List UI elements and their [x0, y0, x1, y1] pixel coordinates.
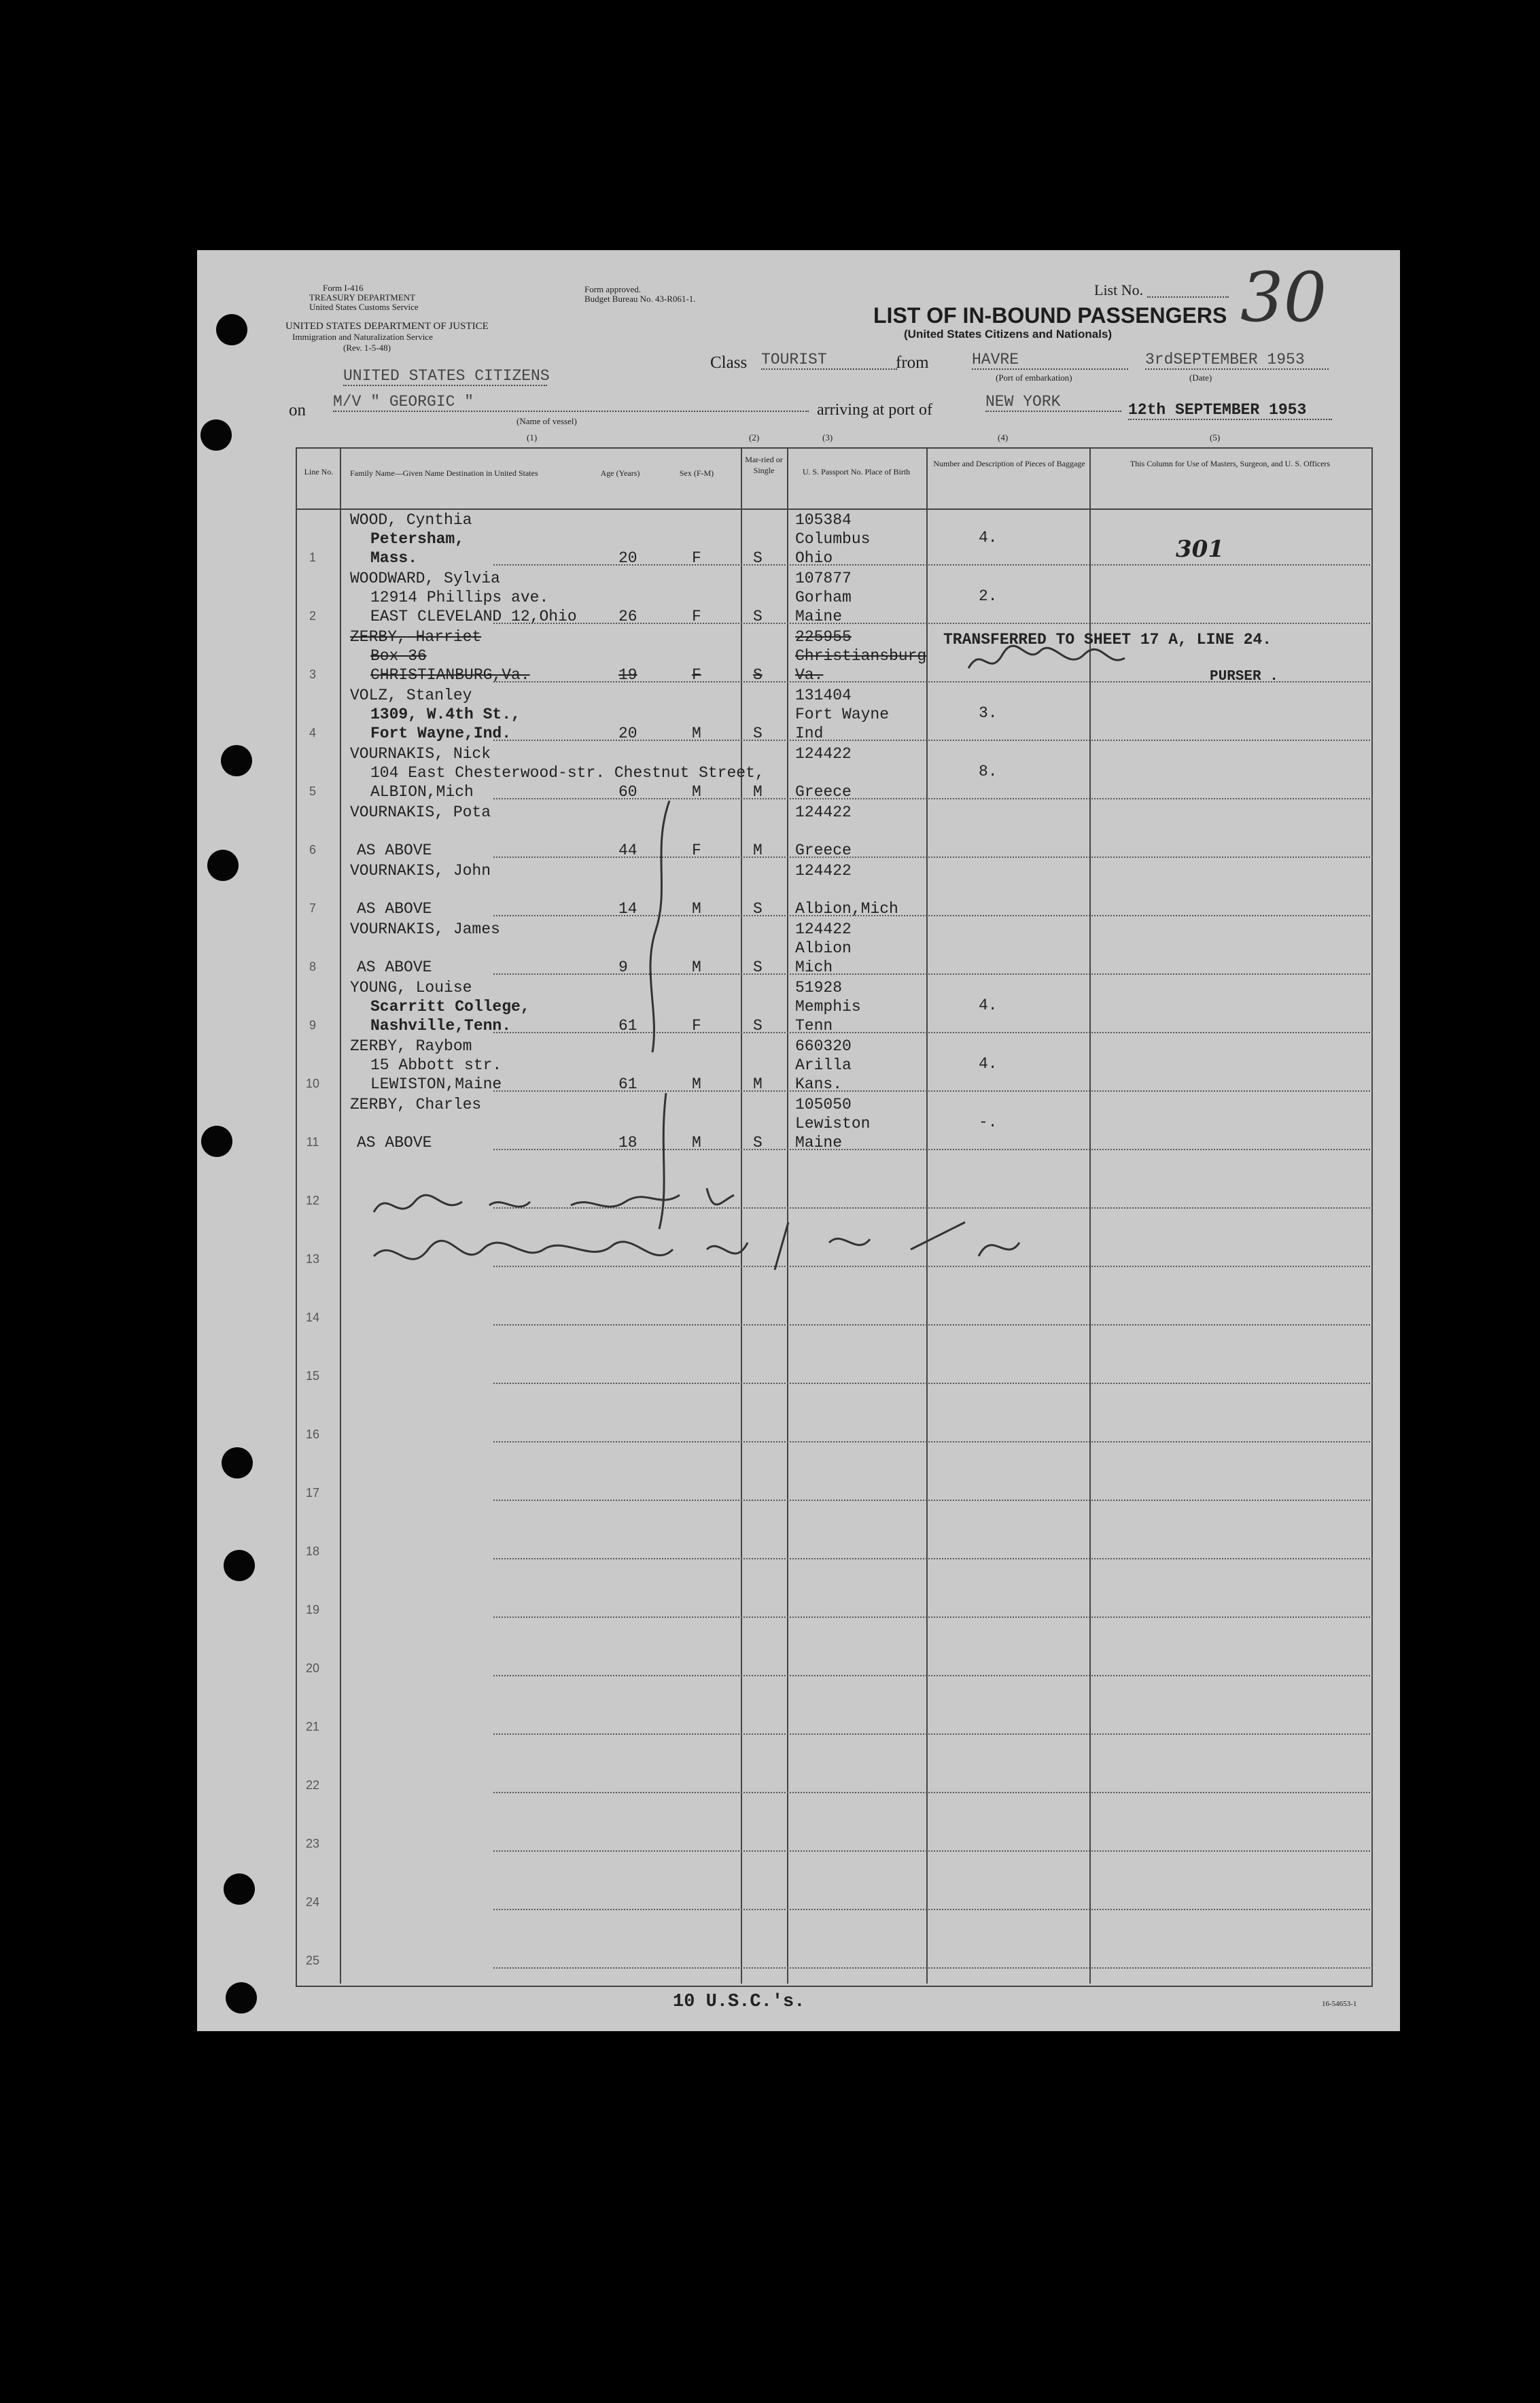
header-age: Age (Years) — [600, 468, 640, 478]
row-rule — [493, 1324, 1373, 1326]
entry-name: WOODWARD, Sylvia — [350, 570, 500, 587]
entry-addr2: Mass. — [370, 549, 418, 567]
line-number: 19 — [305, 1603, 320, 1617]
entry-sex: M — [692, 1075, 701, 1093]
line-number: 12 — [305, 1194, 320, 1207]
line-number: 3 — [309, 668, 316, 681]
binder-hole — [207, 850, 239, 881]
entry-name: ZERBY, Charles — [350, 1096, 482, 1113]
binder-hole — [224, 1550, 255, 1581]
entry-age: 18 — [618, 1134, 637, 1152]
entry-birth1: Gorham — [795, 589, 852, 606]
entry-age: 14 — [618, 900, 637, 918]
entry-age: 20 — [618, 549, 637, 567]
form-number: Form I-416 — [323, 283, 364, 293]
entry-age: 9 — [618, 958, 628, 976]
from-value: HAVRE — [972, 351, 1128, 370]
citizens-label: UNITED STATES CITIZENS — [343, 367, 550, 385]
departure-date: 3rdSEPTEMBER 1953 — [1145, 351, 1329, 370]
entry-bag: 3. — [979, 704, 998, 722]
purser-signature — [965, 638, 1128, 678]
entry-birth1: Fort Wayne — [795, 706, 890, 723]
line-number: 5 — [309, 784, 316, 798]
entry-sex: F — [692, 549, 701, 567]
entry-sex: M — [692, 900, 701, 918]
line-number: 6 — [309, 843, 316, 857]
entry-birth2: Maine — [795, 1134, 843, 1152]
entry-bag: 4. — [979, 997, 998, 1014]
form-approved: Form approved. — [584, 284, 642, 294]
binder-hole — [216, 314, 247, 345]
entry-ms: S — [753, 958, 763, 976]
entry-sex: F — [692, 608, 701, 625]
entry-birth2: Kans. — [795, 1075, 843, 1093]
entry-birth1: Christiansburg — [795, 647, 927, 665]
line-number: 17 — [305, 1486, 320, 1500]
entry-name: VOURNAKIS, James — [350, 920, 500, 938]
entry-ms: S — [753, 1134, 763, 1152]
entry-addr2: EAST CLEVELAND 12,Ohio — [370, 608, 577, 625]
entry-addr2: LEWISTON,Maine — [370, 1075, 502, 1093]
entry-ms: M — [753, 1075, 763, 1093]
entry-birth1: Memphis — [795, 998, 861, 1016]
entry-passport: 124422 — [795, 803, 852, 821]
entry-age: 60 — [618, 783, 637, 801]
entry-birth2: Ohio — [795, 549, 833, 567]
line-number: 9 — [309, 1018, 316, 1032]
entry-sex: M — [692, 783, 701, 801]
line-number: 13 — [305, 1252, 320, 1266]
entry-name: ZERBY, Harriet — [350, 628, 482, 646]
entry-ms: S — [753, 1017, 763, 1035]
col-number-5: (5) — [1210, 432, 1221, 443]
revision-label: (Rev. 1-5-48) — [343, 343, 391, 353]
entry-addr1: 1309, W.4th St., — [370, 706, 521, 723]
entry-ms: M — [753, 842, 763, 859]
entry-addr2: ALBION,Mich — [370, 783, 474, 801]
entry-passport: 225955 — [795, 628, 852, 646]
entry-ms: M — [753, 783, 763, 801]
transferred-note: TRANSFERRED TO SHEET 17 A, LINE 24. — [943, 631, 1272, 649]
entry-passport: 124422 — [795, 745, 852, 763]
entry-passport: 131404 — [795, 687, 852, 704]
list-number-handwritten: 30 — [1240, 258, 1327, 337]
entry-addr1: 104 East Chesterwood-str. Chestnut Street, — [370, 764, 765, 782]
entry-sex: F — [692, 842, 701, 859]
line-number: 15 — [305, 1369, 320, 1383]
arrival-port: NEW YORK — [985, 393, 1121, 412]
row-rule — [493, 1617, 1373, 1618]
arrival-date: 12th SEPTEMBER 1953 — [1128, 401, 1332, 420]
entry-addr2: AS ABOVE — [357, 958, 432, 976]
entry-age: 19 — [618, 666, 637, 684]
entry-sex: M — [692, 958, 701, 976]
row-rule — [493, 1733, 1373, 1735]
line-number: 8 — [309, 960, 316, 973]
line-number: 16 — [305, 1428, 320, 1441]
entry-sex: F — [692, 1017, 701, 1035]
entry-age: 26 — [618, 608, 637, 625]
line-number: 2 — [309, 609, 316, 623]
entry-birth2: Maine — [795, 608, 843, 625]
ins-label: Immigration and Naturalization Service — [292, 332, 433, 342]
row-rule — [493, 1383, 1373, 1384]
entry-birth2: Greece — [795, 842, 852, 859]
entry-bag: 8. — [979, 763, 998, 780]
manifest-title: LIST OF IN-BOUND PASSENGERS — [873, 303, 1227, 328]
treasury-label: TREASURY DEPARTMENT — [309, 292, 416, 302]
entry-ms: S — [753, 725, 763, 742]
manifest-sheet — [197, 250, 1400, 2031]
entry-birth2: Tenn — [795, 1017, 833, 1035]
entry-bag: 4. — [979, 529, 998, 547]
ditto-bracket — [639, 794, 680, 1236]
line-number: 25 — [305, 1954, 320, 1967]
entry-passport: 51928 — [795, 979, 843, 997]
entry-name: YOUNG, Louise — [350, 979, 472, 997]
entry-birth1: Lewiston — [795, 1115, 871, 1133]
header-passport: U. S. Passport No. Place of Birth — [802, 467, 911, 477]
entry-age: 20 — [618, 725, 637, 742]
entry-age: 61 — [618, 1017, 637, 1035]
line-number: 4 — [309, 726, 316, 740]
entry-addr2: AS ABOVE — [357, 900, 432, 918]
line-number: 1 — [309, 551, 316, 564]
entry-name: VOURNAKIS, Pota — [350, 803, 491, 821]
justice-label: UNITED STATES DEPARTMENT OF JUSTICE — [285, 321, 489, 332]
date-caption: (Date) — [1189, 373, 1212, 383]
header-officers: This Column for Use of Masters, Surgeon, and U. S. Officers — [1130, 459, 1331, 468]
entry-bag: 4. — [979, 1055, 998, 1073]
handwritten-note — [367, 1175, 1149, 1290]
entry-addr1: 12914 Phillips ave. — [370, 589, 549, 606]
vessel-name: M/V " GEORGIC " — [333, 393, 809, 412]
entry-passport: 124422 — [795, 920, 852, 938]
row-rule — [493, 1558, 1373, 1559]
budget-bureau: Budget Bureau No. 43-R061-1. — [584, 294, 696, 304]
list-no-label: List No. — [1094, 281, 1144, 298]
entry-birth2: Albion,Mich — [795, 900, 898, 918]
binder-hole — [201, 1126, 232, 1157]
entry-ms: S — [753, 666, 763, 684]
entry-name: VOURNAKIS, Nick — [350, 745, 491, 763]
row-rule — [493, 1675, 1373, 1676]
entry-addr2: AS ABOVE — [357, 1134, 432, 1152]
entry-bag: 2. — [979, 587, 998, 605]
header-married: Mar-ried or Single — [745, 455, 783, 475]
line-number: 22 — [305, 1778, 320, 1792]
line-number: 24 — [305, 1895, 320, 1909]
entry-addr1: Petersham, — [370, 530, 465, 548]
class-value: TOURIST — [761, 351, 897, 370]
line-number: 7 — [309, 901, 316, 915]
row-rule — [493, 1500, 1373, 1501]
binder-hole — [221, 745, 252, 776]
entry-sex: M — [692, 725, 701, 742]
entry-addr2: Nashville,Tenn. — [370, 1017, 512, 1035]
entry-ms: S — [753, 549, 763, 567]
list-no-underline — [1147, 295, 1229, 298]
header-name: Family Name—Given Name Destination in United States — [350, 468, 538, 478]
arriving-label: arriving at port of — [817, 401, 932, 419]
entry-name: VOLZ, Stanley — [350, 687, 472, 704]
row-rule — [493, 1441, 1373, 1442]
col-number-4: (4) — [998, 432, 1009, 443]
entry-addr2: Fort Wayne,Ind. — [370, 725, 512, 742]
entry-birth2: Ind — [795, 725, 824, 742]
entry-ms: S — [753, 900, 763, 918]
entry-passport: 105050 — [795, 1096, 852, 1113]
officer-number: 301 — [1176, 536, 1224, 563]
from-label: from — [896, 353, 929, 372]
col-divider-line — [340, 447, 341, 1984]
entry-birth2: Mich — [795, 958, 833, 976]
entry-birth2: Va. — [795, 666, 824, 684]
customs-label: United States Customs Service — [309, 302, 419, 312]
header-rule — [296, 508, 1373, 510]
port-embark-caption: (Port of embarkation) — [996, 373, 1072, 383]
col-number-1: (1) — [527, 432, 538, 443]
entry-birth1: Arilla — [795, 1056, 852, 1074]
line-number: 21 — [305, 1720, 320, 1733]
entry-bag: -. — [979, 1113, 998, 1131]
entry-birth1: Columbus — [795, 530, 871, 548]
purser-label: PURSER . — [1210, 669, 1278, 685]
entry-passport: 660320 — [795, 1037, 852, 1055]
col-number-3: (3) — [822, 432, 833, 443]
footer-total: 10 U.S.C.'s. — [673, 1992, 805, 2012]
entry-addr2: CHRISTIANBURG,Va. — [370, 666, 530, 684]
entry-birth1: Albion — [795, 939, 852, 957]
binder-hole — [224, 1873, 255, 1905]
row-rule — [493, 1909, 1373, 1910]
header-sex: Sex (F-M) — [679, 468, 714, 478]
header-line-no: Line No. — [304, 467, 334, 477]
entry-name: VOURNAKIS, John — [350, 862, 491, 880]
entry-birth2: Greece — [795, 783, 852, 801]
row-rule — [493, 1967, 1373, 1969]
line-number: 23 — [305, 1837, 320, 1850]
entry-sex: M — [692, 1134, 701, 1152]
footer-code: 16-54653-1 — [1322, 2000, 1357, 2008]
entry-addr1: 15 Abbott str. — [370, 1056, 502, 1074]
col-number-2: (2) — [749, 432, 760, 443]
line-number: 18 — [305, 1544, 320, 1558]
line-number: 10 — [305, 1077, 320, 1090]
entry-age: 61 — [618, 1075, 637, 1093]
vessel-caption: (Name of vessel) — [517, 416, 577, 426]
on-label: on — [289, 401, 306, 419]
binder-hole — [222, 1447, 253, 1479]
entry-passport: 107877 — [795, 570, 852, 587]
entry-passport: 105384 — [795, 511, 852, 529]
binder-hole — [200, 419, 232, 451]
line-number: 14 — [305, 1311, 320, 1324]
entry-age: 44 — [618, 842, 637, 859]
entry-ms: S — [753, 608, 763, 625]
entry-name: WOOD, Cynthia — [350, 511, 472, 529]
binder-hole — [226, 1982, 257, 2013]
entry-addr1: Scarritt College, — [370, 998, 530, 1016]
entry-name: ZERBY, Raybom — [350, 1037, 472, 1055]
header-baggage: Number and Description of Pieces of Baggage — [933, 459, 1085, 468]
row-rule — [493, 1850, 1373, 1852]
row-rule — [493, 1792, 1373, 1793]
entry-addr1: Box 36 — [370, 647, 427, 665]
entry-sex: F — [692, 666, 701, 684]
line-number: 11 — [306, 1135, 319, 1149]
entry-passport: 124422 — [795, 862, 852, 880]
line-number: 20 — [305, 1661, 320, 1675]
class-label: Class — [710, 353, 748, 372]
entry-addr2: AS ABOVE — [357, 842, 432, 859]
manifest-subtitle: (United States Citizens and Nationals) — [904, 328, 1113, 341]
